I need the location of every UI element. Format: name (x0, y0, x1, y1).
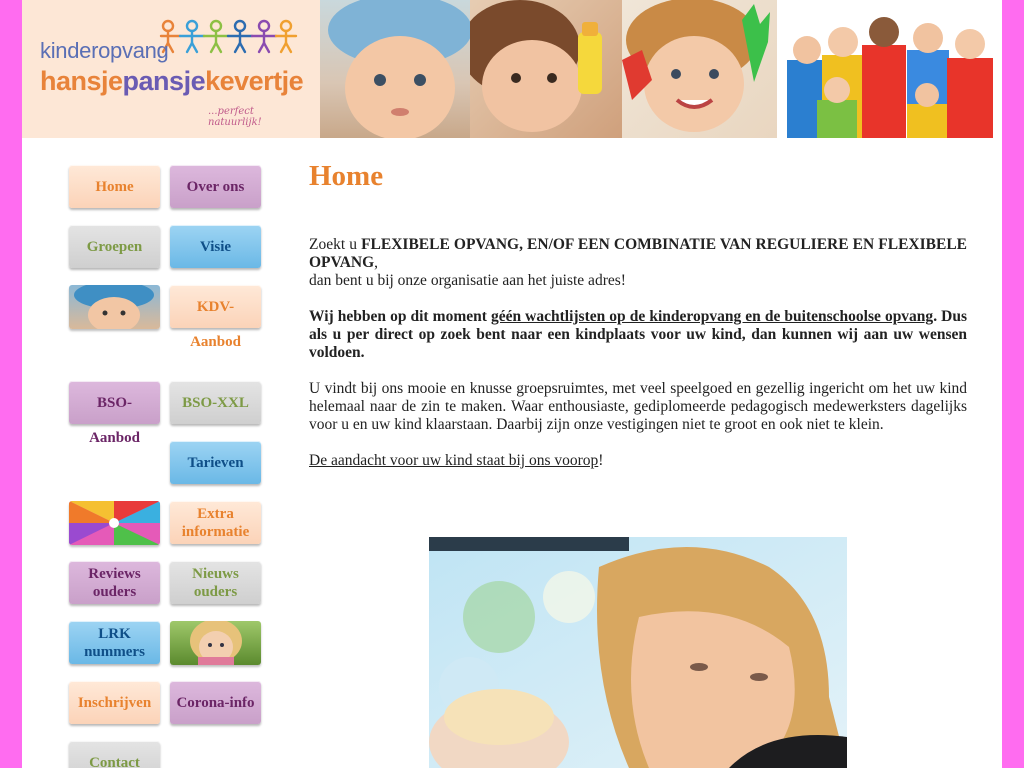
site-logo[interactable] (40, 16, 304, 128)
child-bottle-photo (470, 0, 622, 138)
nav-bso-xxl[interactable]: BSO-XXL (170, 381, 261, 424)
nav-groepen[interactable]: Groepen (69, 225, 160, 268)
waitlist-paragraph: Wij hebben op dit moment géén wachtlijsten op de kinderopvang en de buitenschoolse opvang. Dus als u per direct op zoek bent naar een kindplaats voor uw kind, dan kunnen wij aan uw wensen voldoen. (309, 308, 967, 361)
painted-hands-photo (622, 0, 777, 138)
nav-reviews-ouders[interactable]: Reviews ouders (69, 561, 160, 604)
main-content (309, 160, 967, 470)
nav-kdv-aanbod[interactable]: KDV- (170, 285, 261, 328)
header-banner (22, 0, 1002, 138)
page-title: Home (309, 160, 384, 192)
nav-kdv-aanbod-label[interactable]: Aanbod (190, 334, 241, 350)
page (22, 0, 1002, 768)
nav-home[interactable]: Home (69, 165, 160, 208)
nav-visie[interactable]: Visie (170, 225, 261, 268)
intro-paragraph: Zoekt u FLEXIBELE OPVANG, EN/OF EEN COMBINATIE VAN REGULIERE EN FLEXIBELE OPVANG, dan bent u bij onze organisatie aan het juiste adres! (309, 236, 968, 289)
nav-extra-informatie[interactable]: Extra informatie (170, 501, 261, 544)
girl-thumbnail (170, 621, 261, 665)
logo-text-name: hansjepansjekevertje (40, 66, 304, 96)
nav-bso-aanbod[interactable]: BSO- (69, 381, 160, 424)
nav-tarieven[interactable]: Tarieven (170, 441, 261, 484)
groups-paragraph: U vindt bij ons mooie en knusse groepsruimtes, met veel speelgoed en gezellig ingericht om het uw kind helemaal naar de zin te maken. Waar enthousiaste, gediplomeerde pedagogisch medewerksters dagelijks voor u en uw kind klaarstaan. Daarbij zijn onze vestigingen niet te groot en ook niet te klein. (309, 380, 967, 433)
nav-corona-info[interactable]: Corona-info (170, 681, 261, 724)
baby-thumbnail (69, 285, 160, 329)
nav-nieuws-ouders[interactable]: Nieuws ouders (170, 561, 261, 604)
header-photo-strip (320, 0, 1002, 138)
waitlist-link[interactable]: géén wachtlijsten op de kinderopvang en de buitenschoolse opvang (490, 308, 934, 325)
attention-paragraph: De aandacht voor uw kind staat bij ons voorop! (309, 452, 604, 469)
nav-bso-aanbod-label[interactable]: Aanbod (89, 430, 140, 446)
caregiver-child-photo (429, 537, 847, 768)
pinwheel-thumbnail (69, 501, 160, 545)
logo-text-kinderopvang: kinderopvang (40, 38, 169, 63)
kids-thumbs-up-photo (777, 0, 1002, 138)
stick-figures-icon (158, 18, 298, 54)
nav-lrk-nummers[interactable]: LRK nummers (69, 621, 160, 664)
baby-photo (320, 0, 470, 138)
nav-over-ons[interactable]: Over ons (170, 165, 261, 208)
nav-inschrijven[interactable]: Inschrijven (69, 681, 160, 724)
attention-link[interactable]: De aandacht voor uw kind staat bij ons voorop (309, 452, 599, 469)
logo-tagline: ...perfect natuurlijk! (208, 106, 262, 128)
nav-contact[interactable]: Contact (69, 741, 160, 768)
